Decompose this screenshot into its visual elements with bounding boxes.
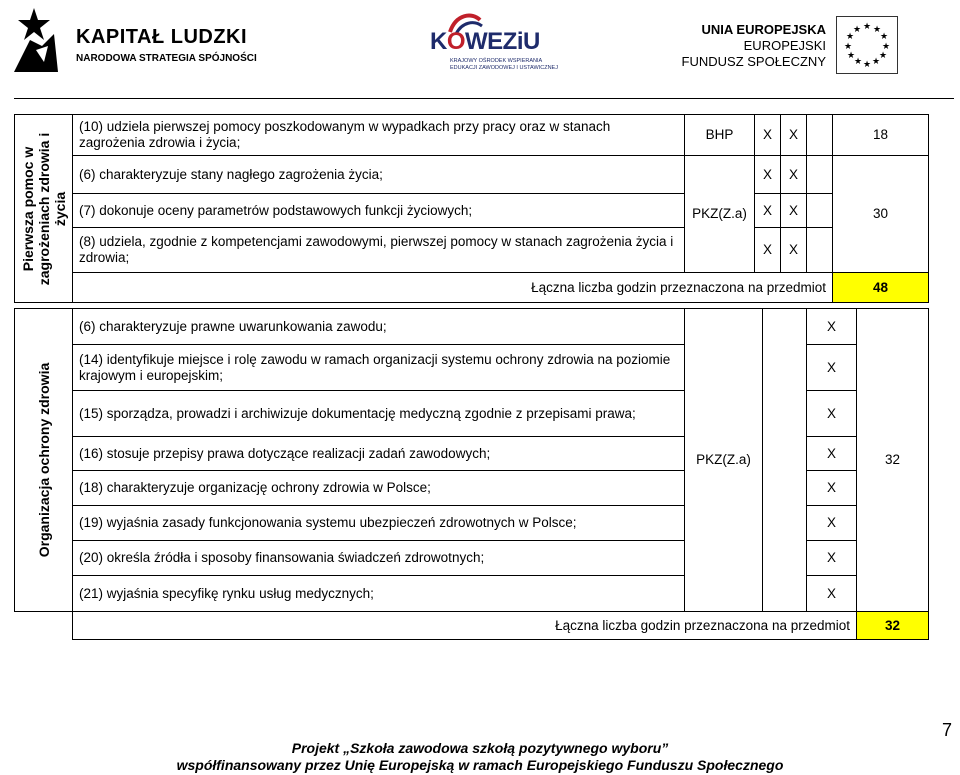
mark-cell: X	[755, 156, 781, 194]
outcome-cell: (8) udziela, zgodnie z kompetencjami zawodowymi, pierwszej pomocy w stanach zagrożenia życia i zdrowia;	[73, 228, 685, 273]
footer-project: Projekt „Szkoła zawodowa szkołą pozytywnego wyboru”	[291, 740, 669, 756]
table-health-organization	[14, 308, 929, 640]
svg-text:★: ★	[852, 25, 862, 35]
table-row	[15, 194, 929, 228]
outcome-cell: (16) stosuje przepisy prawa dotyczące realizacji zadań zawodowych;	[73, 437, 685, 471]
mark-cell: X	[755, 115, 781, 156]
section-label: Pierwsza pomoc w zagrożeniach zdrowia i życia	[15, 115, 73, 303]
footer-cofinanced: współfinansowany przez Unię Europejską w ramach Europejskiego Funduszu Społecznego	[176, 757, 784, 773]
outcome-cell: (18) charakteryzuje organizację ochrony zdrowia w Polsce;	[73, 471, 685, 506]
kapital-ludzki-subtitle: NARODOWA STRATEGIA SPÓJNOŚCI	[76, 53, 257, 64]
mark-cell: X	[807, 471, 857, 506]
subject-cell: PKZ(Z.a)	[685, 156, 755, 273]
mark-cell	[807, 156, 833, 194]
hours-cell: 30	[833, 156, 929, 273]
mark-cell: X	[807, 506, 857, 541]
empty-cell	[763, 309, 807, 612]
eu-line1: UNIA EUROPEJSKA	[701, 22, 826, 37]
svg-text:★: ★	[871, 57, 881, 67]
total-label: Łączna liczba godzin przeznaczona na przedmiot	[73, 612, 857, 640]
hours-cell: 32	[857, 309, 929, 612]
koweziu-logo	[430, 10, 560, 75]
outcome-cell: (10) udziela pierwszej pomocy poszkodowanym w wypadkach przy pracy oraz w stanach zagrożenia zdrowia i życia;	[73, 115, 685, 156]
table-row	[15, 228, 929, 273]
mark-cell: X	[781, 115, 807, 156]
mark-cell: X	[781, 228, 807, 273]
svg-text:★: ★	[853, 57, 863, 67]
mark-cell	[807, 228, 833, 273]
mark-cell: X	[781, 156, 807, 194]
svg-text:★: ★	[846, 51, 856, 61]
mark-cell: X	[755, 228, 781, 273]
outcome-cell: (7) dokonuje oceny parametrów podstawowych funkcji życiowych;	[73, 194, 685, 228]
mark-cell: X	[807, 391, 857, 437]
total-value: 32	[857, 612, 929, 640]
eu-logo	[681, 16, 950, 76]
mark-cell: X	[807, 541, 857, 576]
total-row	[15, 612, 929, 640]
mark-cell: X	[755, 194, 781, 228]
subject-cell: BHP	[685, 115, 755, 156]
mark-cell: X	[807, 437, 857, 471]
kapital-ludzki-logo	[8, 6, 268, 76]
page-header	[0, 0, 960, 90]
svg-text:★: ★	[845, 32, 855, 42]
total-row	[15, 273, 929, 303]
svg-text:★: ★	[879, 32, 889, 42]
svg-text:★: ★	[881, 42, 891, 52]
mark-cell: X	[807, 576, 857, 612]
total-label: Łączna liczba godzin przeznaczona na przedmiot	[73, 273, 833, 303]
outcome-cell: (15) sporządza, prowadzi i archiwizuje dokumentację medyczną zgodnie z przepisami prawa;	[73, 391, 685, 437]
table-row	[15, 115, 929, 156]
mark-cell	[807, 194, 833, 228]
page-number: 7	[942, 720, 953, 740]
total-value: 48	[833, 273, 929, 303]
table-row	[15, 156, 929, 194]
svg-text:★: ★	[862, 60, 872, 70]
mark-cell	[807, 115, 833, 156]
outcome-cell: (21) wyjaśnia specyfikę rynku usług medycznych;	[73, 576, 685, 612]
outcome-cell: (6) charakteryzuje stany nagłego zagrożenia życia;	[73, 156, 685, 194]
svg-text:★: ★	[862, 22, 872, 32]
outcome-cell: (14) identyfikuje miejsce i rolę zawodu w ramach organizacji systemu ochrony zdrowia na poziomie krajowym i europejskim;	[73, 345, 685, 391]
header-divider	[14, 98, 954, 99]
koweziu-title: KOWEZiU	[430, 28, 540, 55]
koweziu-subtitle: KRAJOWY OŚRODEK WSPIERANIA EDUKACJI ZAWODOWEJ I USTAWICZNEJ	[450, 58, 558, 71]
outcome-cell: (20) określa źródła i sposoby finansowania świadczeń zdrowotnych;	[73, 541, 685, 576]
section-label: Organizacja ochrony zdrowia	[15, 309, 73, 612]
subject-cell: PKZ(Z.a)	[685, 309, 763, 612]
outcome-cell: (19) wyjaśnia zasady funkcjonowania systemu ubezpieczeń zdrowotnych w Polsce;	[73, 506, 685, 541]
eu-line2: EUROPEJSKI	[743, 38, 826, 53]
hours-cell: 18	[833, 115, 929, 156]
kapital-ludzki-emblem-icon	[8, 6, 66, 72]
outcome-cell: (6) charakteryzuje prawne uwarunkowania zawodu;	[73, 309, 685, 345]
eu-line3: FUNDUSZ SPOŁECZNY	[681, 54, 826, 69]
kapital-ludzki-title: KAPITAŁ LUDZKI	[76, 26, 248, 48]
spacer-cell	[15, 612, 73, 640]
table-first-aid	[14, 114, 929, 303]
svg-text:★: ★	[843, 42, 853, 52]
svg-text:★: ★	[872, 25, 882, 35]
mark-cell: X	[807, 345, 857, 391]
mark-cell: X	[807, 309, 857, 345]
svg-text:★: ★	[878, 51, 888, 61]
table-row	[15, 309, 929, 345]
mark-cell: X	[781, 194, 807, 228]
eu-flag-icon	[836, 16, 898, 74]
